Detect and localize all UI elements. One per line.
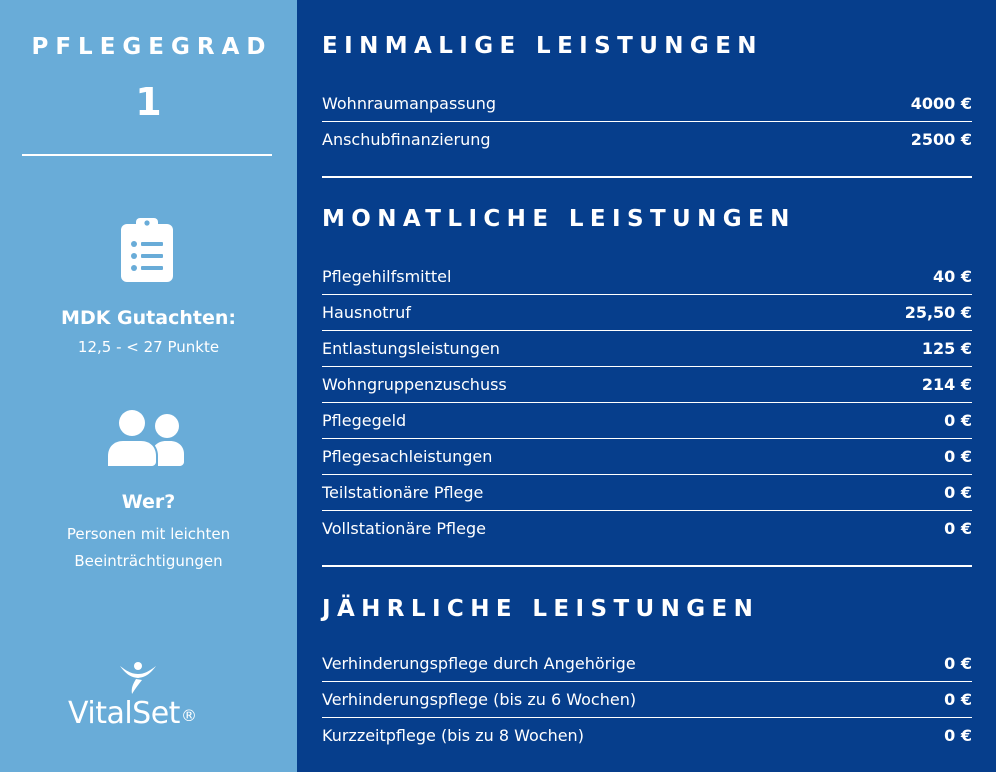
benefit-label: Wohnraumanpassung bbox=[322, 94, 497, 113]
main-panel bbox=[297, 0, 996, 772]
benefit-amount: 2500 € bbox=[910, 130, 972, 149]
benefit-row bbox=[322, 439, 972, 475]
benefit-label: Pflegehilfsmittel bbox=[322, 267, 452, 286]
section-jaehrlich bbox=[322, 567, 972, 753]
sidebar bbox=[0, 0, 297, 772]
benefit-row bbox=[322, 122, 972, 157]
pflegegrad-value: 1 bbox=[135, 80, 162, 124]
clipboard-list-icon bbox=[121, 218, 173, 282]
benefit-row bbox=[322, 682, 972, 718]
logo-text: VitalSet bbox=[68, 696, 180, 731]
section-einmalig bbox=[322, 0, 972, 157]
jaehrlich-list bbox=[322, 646, 972, 753]
benefit-row bbox=[322, 511, 972, 546]
benefit-amount: 0 € bbox=[944, 483, 972, 502]
section-title-monatlich: MONATLICHE LEISTUNGEN bbox=[322, 206, 796, 232]
benefit-amount: 125 € bbox=[921, 339, 972, 358]
logo-wordmark bbox=[68, 696, 196, 731]
benefit-label: Kurzzeitpflege (bis zu 8 Wochen) bbox=[322, 726, 584, 745]
benefit-label: Pflegesachleistungen bbox=[322, 447, 493, 466]
wer-line-2: Beeinträchtigungen bbox=[74, 552, 223, 570]
wer-description bbox=[0, 521, 297, 575]
benefit-label: Vollstationäre Pflege bbox=[322, 519, 486, 538]
benefit-row bbox=[322, 86, 972, 122]
benefit-amount: 4000 € bbox=[910, 94, 972, 113]
vitalset-logo bbox=[68, 660, 228, 740]
benefit-row bbox=[322, 646, 972, 682]
section-title-einmalig: EINMALIGE LEISTUNGEN bbox=[322, 33, 763, 59]
section-monatlich bbox=[322, 178, 972, 546]
benefit-amount: 214 € bbox=[921, 375, 972, 394]
benefit-label: Pflegegeld bbox=[322, 411, 407, 430]
benefit-row bbox=[322, 259, 972, 295]
benefit-label: Entlastungsleistungen bbox=[322, 339, 500, 358]
benefit-amount: 0 € bbox=[944, 726, 972, 745]
benefit-row bbox=[322, 331, 972, 367]
vitalset-figure-icon bbox=[118, 660, 158, 694]
benefit-row bbox=[322, 718, 972, 753]
benefit-label: Anschubfinanzierung bbox=[322, 130, 491, 149]
benefit-label: Verhinderungspflege durch Angehörige bbox=[322, 654, 636, 673]
wer-line-1: Personen mit leichten bbox=[66, 525, 231, 543]
benefit-row bbox=[322, 367, 972, 403]
benefit-amount: 0 € bbox=[944, 411, 972, 430]
section-title-jaehrlich: JÄHRLICHE LEISTUNGEN bbox=[322, 596, 760, 622]
benefit-label: Teilstationäre Pflege bbox=[322, 483, 484, 502]
monatlich-list bbox=[322, 259, 972, 546]
benefit-label: Hausnotruf bbox=[322, 303, 411, 322]
pflegegrad-label: PFLEGEGRAD bbox=[31, 34, 273, 60]
sidebar-divider bbox=[22, 154, 272, 156]
benefit-label: Wohngruppenzuschuss bbox=[322, 375, 507, 394]
benefit-amount: 40 € bbox=[933, 267, 972, 286]
mdk-value: 12,5 - < 27 Punkte bbox=[77, 338, 220, 356]
benefit-amount: 0 € bbox=[944, 654, 972, 673]
benefit-amount: 25,50 € bbox=[904, 303, 972, 322]
mdk-label: MDK Gutachten: bbox=[61, 307, 236, 329]
einmalig-list bbox=[322, 86, 972, 157]
benefit-row bbox=[322, 475, 972, 511]
benefit-label: Verhinderungspflege (bis zu 6 Wochen) bbox=[322, 690, 637, 709]
benefit-amount: 0 € bbox=[944, 690, 972, 709]
users-icon bbox=[106, 408, 188, 466]
benefit-row bbox=[322, 295, 972, 331]
logo-registered: ® bbox=[180, 706, 197, 725]
benefit-row bbox=[322, 403, 972, 439]
benefit-amount: 0 € bbox=[944, 447, 972, 466]
wer-label: Wer? bbox=[121, 491, 176, 513]
benefit-amount: 0 € bbox=[944, 519, 972, 538]
